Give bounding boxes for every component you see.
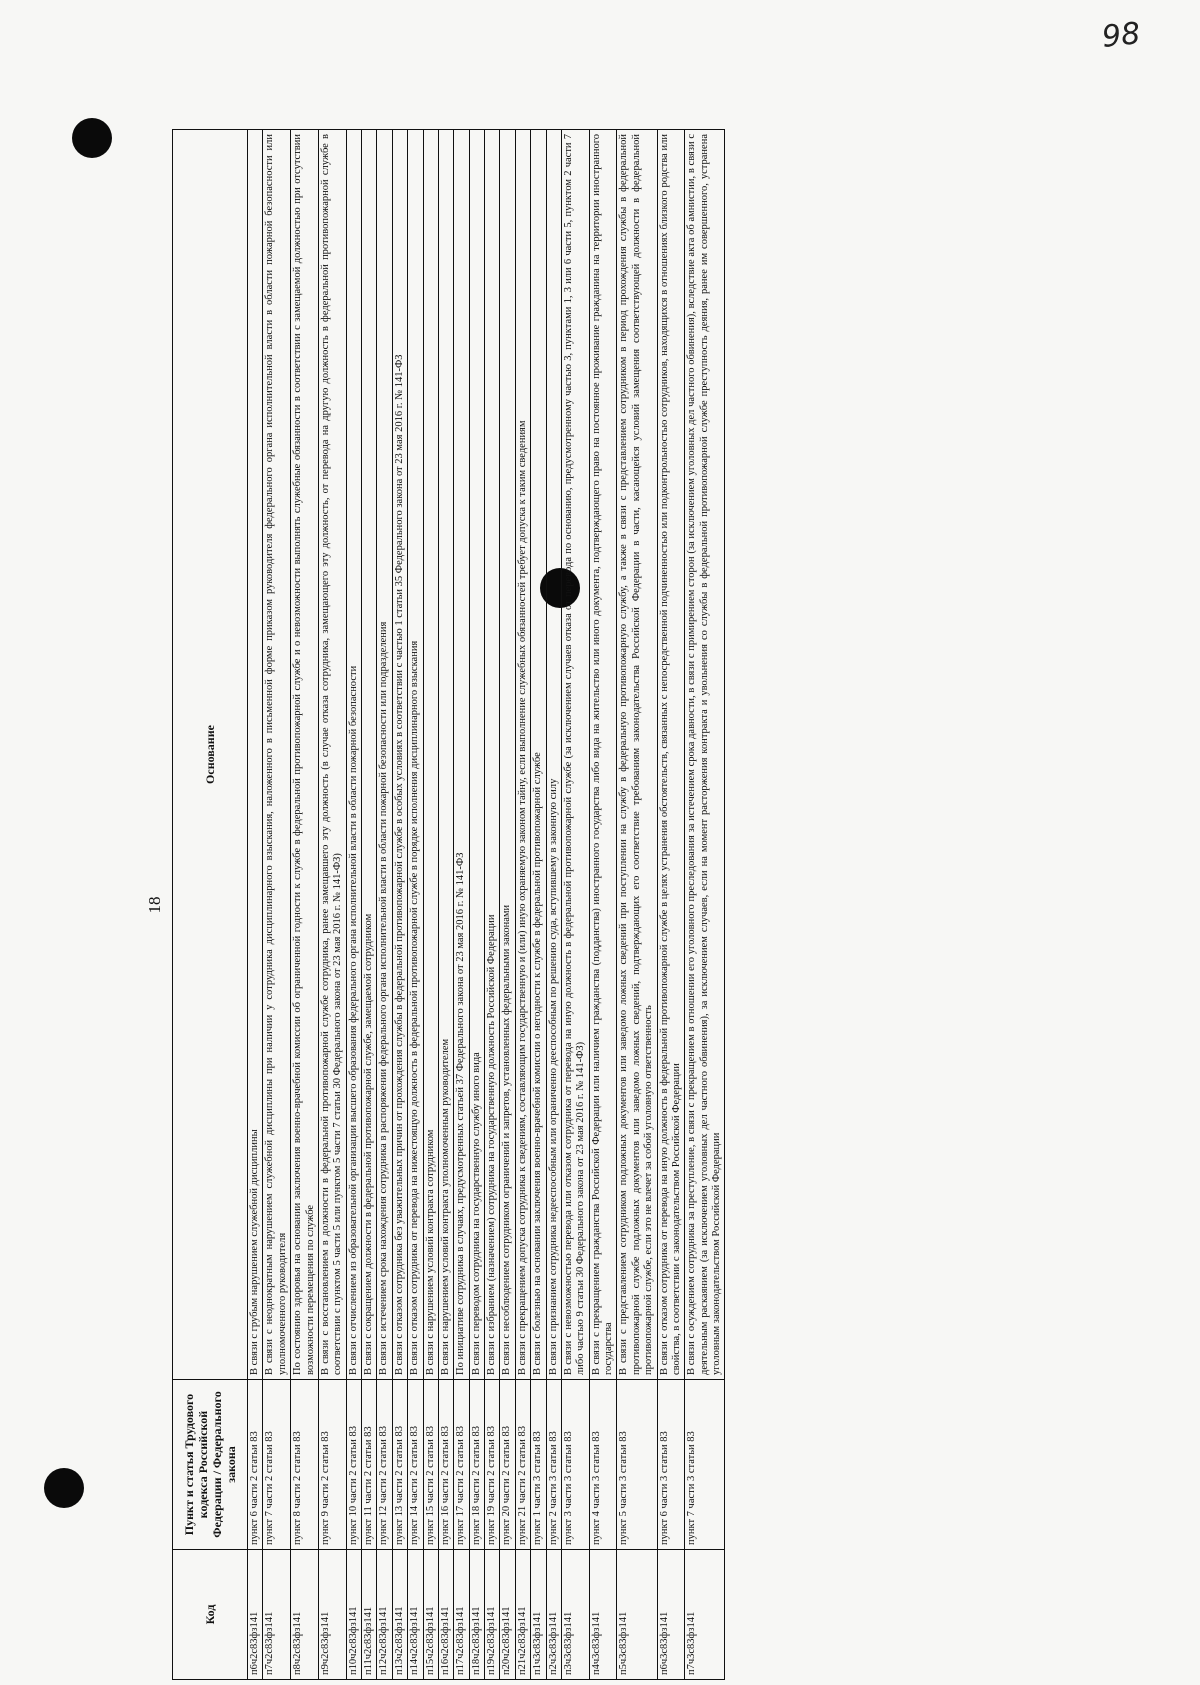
- code-cell: п5ч3с83фз141: [617, 1550, 657, 1680]
- code-cell: п15ч2с83фз141: [423, 1550, 438, 1680]
- code-cell: п17ч2с83фз141: [454, 1550, 469, 1680]
- article-cell: пункт 18 части 2 статьи 83: [469, 1380, 484, 1550]
- code-cell: п21ч2с83фз141: [515, 1550, 530, 1680]
- basis-cell: В связи с прекращением гражданства Российской Федерации или наличием гражданства (подданства) иностранного государства либо вида на жительство или иного документа, подтверждающего право на постоянное проживание гражданина на территории иностранного государства: [589, 130, 617, 1380]
- code-cell: п8ч2с83фз141: [291, 1550, 319, 1680]
- basis-cell: В связи с нарушением условий контракта сотрудником: [423, 130, 438, 1380]
- article-cell: пункт 16 части 2 статьи 83: [438, 1380, 453, 1550]
- header-basis: Основание: [173, 130, 248, 1380]
- basis-cell: По состоянию здоровья на основании заключения военно-врачебной комиссии об ограниченной годности к службе в федеральной противопожарной службе и о невозможности выполнять служебные обязанности в соответствии с замещаемой должностью при отсутствии возможности перемещения по службе: [291, 130, 319, 1380]
- table-row: [546, 130, 561, 1680]
- basis-cell: В связи с прекращением допуска сотрудника к сведениям, составляющим государственную и (или) иную охраняемую законом тайну, если выполнение служебных обязанностей требует допуска к таким сведениям: [515, 130, 530, 1380]
- table-row: [685, 130, 725, 1680]
- table-row: [362, 130, 377, 1680]
- code-cell: п14ч2с83фз141: [408, 1550, 423, 1680]
- handwritten-page-number: 98: [1100, 16, 1142, 55]
- table-row: [291, 130, 319, 1680]
- table-header-row: [173, 130, 248, 1680]
- code-cell: п10ч2с83фз141: [346, 1550, 361, 1680]
- table-row: [318, 130, 346, 1680]
- table-row: [408, 130, 423, 1680]
- table-row: [392, 130, 407, 1680]
- basis-cell: В связи с отказом сотрудника от перевода на нижестоящую должность в федеральной противопожарной службе в порядке исполнения дисциплинарного взыскания: [408, 130, 423, 1380]
- basis-cell: В связи с отказом сотрудника без уважительных причин от прохождения службы в федеральной противопожарной службе в особых условиях в соответствии с частью 1 статьи 35 Федерального закона от 23 мая 2016 г. № 141-ФЗ: [392, 130, 407, 1380]
- punch-hole: [44, 1468, 84, 1508]
- table-row: [657, 130, 685, 1680]
- basis-cell: В связи с переводом сотрудника на государственную службу иного вида: [469, 130, 484, 1380]
- table-row: [469, 130, 484, 1680]
- table-row: [377, 130, 392, 1680]
- sheet-number: 18: [145, 896, 164, 914]
- article-cell: пункт 13 части 2 статьи 83: [392, 1380, 407, 1550]
- header-code: Код: [173, 1550, 248, 1680]
- article-cell: пункт 11 части 2 статьи 83: [362, 1380, 377, 1550]
- code-cell: п7ч3с83фз141: [685, 1550, 725, 1680]
- article-cell: пункт 15 части 2 статьи 83: [423, 1380, 438, 1550]
- table-row: [515, 130, 530, 1680]
- table-row: [454, 130, 469, 1680]
- basis-cell: В связи с признанием сотрудника недееспособным или ограниченно дееспособным по решению суда, вступившему в законную силу: [546, 130, 561, 1380]
- code-cell: п6ч3с83фз141: [657, 1550, 685, 1680]
- article-cell: пункт 19 части 2 статьи 83: [485, 1380, 500, 1550]
- table-row: [617, 130, 657, 1680]
- basis-cell: В связи с неоднократным нарушением служебной дисциплины при наличии у сотрудника дисциплинарного взыскания, наложенного в письменной форме приказом руководителя федерального органа исполнительной власти в области пожарной безопасности или уполномоченного руководителя: [263, 130, 291, 1380]
- basis-cell: В связи с осуждением сотрудника за преступление, в связи с прекращением в отношении его уголовного преследования за истечением срока давности, в связи с примирением сторон (за исключением уголовных дел частного обвинения), вследствие акта об амнистии, в связи с деятельным раскаянием (за исключением уголовных дел частного обвинения), за исключением случаев, если на момент расторжения контракта и увольнения со службы в федеральной противопожарной службе преступность деяния, ранее им совершенного, устранена уголовным законодательством Российской Федерации: [685, 130, 725, 1380]
- basis-cell: В связи с нарушением условий контракта уполномоченным руководителем: [438, 130, 453, 1380]
- table-row: [589, 130, 617, 1680]
- code-cell: п20ч2с83фз141: [500, 1550, 515, 1680]
- basis-cell: В связи с представлением сотрудником подложных документов или заведомо ложных сведений при поступлении на службу в федеральную противопожарную службу, а также в связи с представлением сотрудником в период прохождения службы в федеральной противопожарной службе подложных документов или заведомо ложных сведений, подтверждающих его соответствие требованиям законодательства Российской Федерации в части, касающейся условий замещения соответствующей должности в федеральной противопожарной службе, если это не влечет за собой уголовную ответственность: [617, 130, 657, 1380]
- basis-cell: В связи с сокращением должности в федеральной противопожарной службе, замещаемой сотрудником: [362, 130, 377, 1380]
- table-row: [561, 130, 589, 1680]
- table-row: [263, 130, 291, 1680]
- basis-cell: В связи с истечением срока нахождения сотрудника в распоряжении федерального органа исполнительной власти в области пожарной безопасности или подразделения: [377, 130, 392, 1380]
- table-row: [248, 130, 263, 1680]
- article-cell: пункт 9 части 2 статьи 83: [318, 1380, 346, 1550]
- article-cell: пункт 4 части 3 статьи 83: [589, 1380, 617, 1550]
- table-body: [248, 130, 725, 1680]
- basis-cell: По инициативе сотрудника в случаях, предусмотренных статьей 37 Федерального закона от 23 мая 2016 г. № 141-ФЗ: [454, 130, 469, 1380]
- article-cell: пункт 7 части 2 статьи 83: [263, 1380, 291, 1550]
- article-cell: пункт 6 части 3 статьи 83: [657, 1380, 685, 1550]
- article-cell: пункт 21 части 2 статьи 83: [515, 1380, 530, 1550]
- article-cell: пункт 20 части 2 статьи 83: [500, 1380, 515, 1550]
- table-row: [531, 130, 546, 1680]
- code-cell: п7ч2с83фз141: [263, 1550, 291, 1680]
- basis-cell: В связи с отчислением из образовательной организации высшего образования федерального органа исполнительной власти в области пожарной безопасности: [346, 130, 361, 1380]
- article-cell: пункт 1 части 3 статьи 83: [531, 1380, 546, 1550]
- code-cell: п1ч3с83фз141: [531, 1550, 546, 1680]
- basis-cell: В связи с восстановлением в должности в федеральной противопожарной службе сотрудника, ранее замещавшего эту должность (в случае отказа сотрудника, замещающего эту должность, от перевода на другую должность в федеральной противопожарной службе в соответствии с пунктом 5 части 5 или пунктом 5 части 7 статьи 30 Федерального закона от 23 мая 2016 г. № 141-ФЗ): [318, 130, 346, 1380]
- basis-cell: В связи с болезнью на основании заключения военно-врачебной комиссии о негодности к службе в федеральной противопожарной службе: [531, 130, 546, 1380]
- header-article: Пункт и статья Трудового кодекса Российской Федерации / Федерального закона: [173, 1380, 248, 1550]
- article-cell: пункт 5 части 3 статьи 83: [617, 1380, 657, 1550]
- article-cell: пункт 3 части 3 статьи 83: [561, 1380, 589, 1550]
- basis-cell: В связи с грубым нарушением служебной дисциплины: [248, 130, 263, 1380]
- code-cell: п4ч3с83фз141: [589, 1550, 617, 1680]
- code-cell: п13ч2с83фз141: [392, 1550, 407, 1680]
- code-cell: п18ч2с83фз141: [469, 1550, 484, 1680]
- table-row: [346, 130, 361, 1680]
- basis-cell: В связи с избранием (назначением) сотрудника на государственную должность Российской Федерации: [485, 130, 500, 1380]
- table-row: [485, 130, 500, 1680]
- article-cell: пункт 14 части 2 статьи 83: [408, 1380, 423, 1550]
- code-cell: п3ч3с83фз141: [561, 1550, 589, 1680]
- basis-cell: В связи с несоблюдением сотрудником ограничений и запретов, установленных федеральными законами: [500, 130, 515, 1380]
- code-cell: п2ч3с83фз141: [546, 1550, 561, 1680]
- article-cell: пункт 17 части 2 статьи 83: [454, 1380, 469, 1550]
- article-cell: пункт 8 части 2 статьи 83: [291, 1380, 319, 1550]
- code-cell: п16ч2с83фз141: [438, 1550, 453, 1680]
- article-cell: пункт 7 части 3 статьи 83: [685, 1380, 725, 1550]
- code-cell: п6ч2с83фз141: [248, 1550, 263, 1680]
- table-row: [423, 130, 438, 1680]
- table-row: [500, 130, 515, 1680]
- article-cell: пункт 10 части 2 статьи 83: [346, 1380, 361, 1550]
- article-cell: пункт 2 части 3 статьи 83: [546, 1380, 561, 1550]
- code-cell: п12ч2с83фз141: [377, 1550, 392, 1680]
- basis-cell: В связи с невозможностью перевода или отказом сотрудника от перевода на иную должность в федеральной противопожарной службе (за исключением случаев отказа от перевода по основанию, предусмотренному частью 3, пунктами 1, 3 или 6 части 5, пунктом 2 части 7 либо частью 9 статьи 30 Федерального закона от 23 мая 2016 г. № 141-ФЗ): [561, 130, 589, 1380]
- table-row: [438, 130, 453, 1680]
- article-cell: пункт 12 части 2 статьи 83: [377, 1380, 392, 1550]
- basis-cell: В связи с отказом сотрудника от перевода на иную должность в федеральной противопожарной службе в целях устранения обстоятельств, связанных с непосредственной подчиненностью или подконтрольностью сотрудников, находящихся в отношениях близкого родства или свойства, в соответствии с законодательством Российской Федерации: [657, 130, 685, 1380]
- code-cell: п11ч2с83фз141: [362, 1550, 377, 1680]
- article-cell: пункт 6 части 2 статьи 83: [248, 1380, 263, 1550]
- code-cell: п19ч2с83фз141: [485, 1550, 500, 1680]
- punch-hole: [72, 118, 112, 158]
- code-cell: п9ч2с83фз141: [318, 1550, 346, 1680]
- rotated-page-content: [144, 130, 1054, 1680]
- dismissal-grounds-table: [172, 129, 725, 1680]
